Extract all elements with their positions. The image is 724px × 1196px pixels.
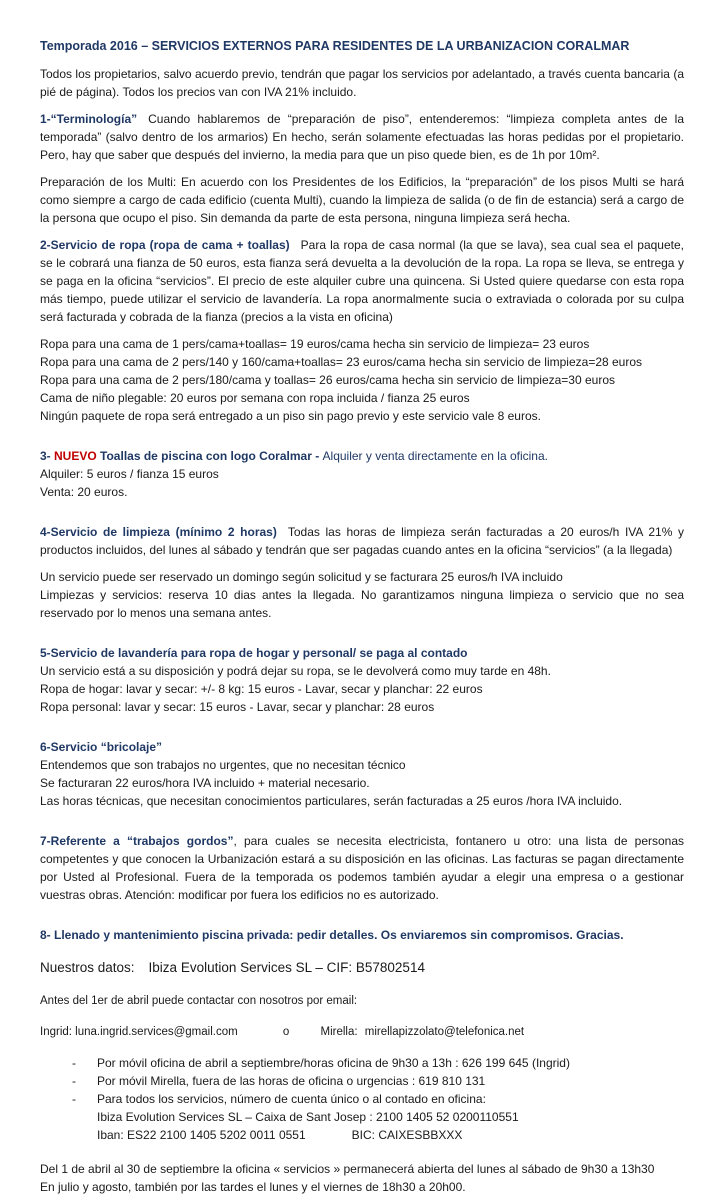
section-7-trabajos-gordos: [40, 832, 684, 904]
section-2-heading: 2-Servicio de ropa (ropa de cama + toallas): [40, 237, 290, 252]
email-mirella-label: Mirella:: [320, 1026, 358, 1039]
email-ingrid-label: Ingrid:: [40, 1026, 72, 1039]
bricolaje-line: Las horas técnicas, que necesitan conocimientos particulares, serán facturadas a 25 euros /hora IVA incluido.: [40, 793, 623, 808]
email-mirella-address: mirellapizzolato@telefonica.net: [364, 1026, 525, 1039]
email-separator: o: [282, 1026, 290, 1039]
bullet-phone-mirella: - Por móvil Mirella, fuera de las horas de oficina o urgencias : 619 810 131: [40, 1072, 684, 1090]
section-6-heading: 6-Servicio “bricolaje”: [40, 739, 163, 754]
intro-paragraph: Todos los propietarios, salvo acuerdo previo, tendrán que pagar los servicios por adelantado, a través cuenta bancaria (a pié de página). Todos los precios van con IVA 21% incluido.: [40, 66, 684, 99]
bricolaje-line: Entendemos que son trabajos no urgentes, que no necesitan técnico: [40, 757, 406, 772]
section-4-notes: [40, 568, 684, 622]
towel-sale-line: Venta: 20 euros.: [40, 484, 128, 499]
email-ingrid-address: luna.ingrid.services@gmail.com: [75, 1026, 238, 1039]
laundry-line: Un servicio está a su disposición y podrá dejar su ropa, se le devolverá como muy tarde en 48h.: [40, 663, 551, 678]
section-1-heading: 1-“Terminología”: [40, 111, 138, 126]
section-7-heading: 7-Referente a “trabajos gordos”: [40, 833, 234, 848]
company-data-line: [40, 958, 684, 978]
document-title: Temporada 2016 – SERVICIOS EXTERNOS PARA RESIDENTES DE LA URBANIZACION CORALMAR: [40, 39, 630, 53]
section-3-number: 3-: [40, 448, 55, 463]
price-line: Ropa para una cama de 2 pers/180/cama y toallas= 26 euros/cama hecha sin servicio de limpieza=30 euros: [40, 372, 615, 387]
section-4-body: Todas las horas de limpieza serán facturadas a 20 euros/h IVA 21% y productos incluidos, del lunes al sábado y tendrán que ser pagadas cuando antes en la oficina “servicios” (a la llegada): [40, 524, 684, 557]
contact-bullet-list: [40, 1054, 684, 1144]
company-data-label: Nuestros datos:: [40, 959, 135, 975]
cleaning-reservation-line: Limpiezas y servicios: reserva 10 dias antes la llegada. No garantizamos ninguna limpieza o servicio que no sea reservado por lo menos una semana antes.: [40, 587, 684, 620]
bullet-dash: -: [72, 1055, 76, 1070]
bricolaje-line: Se facturaran 22 euros/hora IVA incluido + material necesario.: [40, 775, 370, 790]
laundry-line: Ropa personal: lavar y secar: 15 euros - Lavar, secar y planchar: 28 euros: [40, 699, 435, 714]
towel-rental-line: Alquiler: 5 euros / fianza 15 euros: [40, 466, 219, 481]
bank-account-line: Ibiza Evolution Services SL – Caixa de Sant Josep : 2100 1405 52 0200110551: [97, 1109, 519, 1124]
section-2-servicio-ropa: [40, 236, 684, 326]
email-contacts-line: [40, 1024, 684, 1041]
iban-bic-line: [40, 1126, 684, 1144]
section-2-body: Para la ropa de casa normal (la que se lava), sea cual sea el paquete, se le cobrará una fianza de 50 euros, esta fianza será devuelta a la devolución de la ropa. La ropa se lleva, se entrega y se paga en la oficina “servicios”. El precio de este alquiler cubre una quincena. Si Usted quiere quedarse con esta ropa más tiempo, puede utilizar el servicio de lavandería. La ropa anormalmente sucia o extraviada o colorada por su culpa será facturada y cobrada de la fianza (precios a la vista en oficina): [40, 237, 684, 324]
section-1-terminologia: [40, 110, 684, 164]
price-line: Ropa para una cama de 1 pers/cama+toallas= 19 euros/cama hecha sin servicio de limpieza= 23 euros: [40, 336, 590, 351]
section-3-tail: Alquiler y venta directamente en la oficina.: [322, 448, 548, 463]
price-line: Ningún paquete de ropa será entregado a un piso sin pago previo y este servicio vale 8 euros.: [40, 408, 541, 423]
office-hours-line: Del 1 de abril al 30 de septiembre la oficina « servicios » permanecerá abierta del lunes al sábado de 9h30 a 13h30: [40, 1161, 655, 1176]
laundry-line: Ropa de hogar: lavar y secar: +/- 8 kg: 15 euros - Lavar, secar y planchar: 22 euros: [40, 681, 483, 696]
cleaning-sunday-line: Un servicio puede ser reservado un domingo según solicitud y se facturara 25 euros/h IVA incluido: [40, 569, 563, 584]
section-3-nuevo-badge: NUEVO: [54, 448, 97, 463]
section-2-price-list: [40, 335, 684, 425]
section-3-heading: Toallas de piscina con logo Coralmar -: [96, 448, 323, 463]
bullet-bank-account: - Para todos los servicios, número de cuenta único o al contado en oficina:: [40, 1090, 684, 1108]
bullet-phone-office: - Por móvil oficina de abril a septiembre/horas oficina de 9h30 a 13h : 626 199 645 (Ingrid): [40, 1054, 684, 1072]
section-3-toallas-piscina: [40, 447, 684, 465]
office-hours-block: [40, 1160, 684, 1196]
section-1-paragraph-multi: Preparación de los Multi: En acuerdo con los Presidentes de los Edificios, la “preparación” de los pisos Multi se hará como siempre a cargo de cada edificio (cuenta Multi), cuando la limpieza de salida (o de fin de estancia) será a cargo de la persona que ocupo el piso. Sin demanda da parte de esta persona, ninguna limpieza será hecha.: [40, 174, 684, 225]
iban-value: Iban: ES22 2100 1405 5202 0011 0551: [97, 1127, 306, 1142]
price-line: Cama de niño plegable: 20 euros por semana con ropa incluida / fianza 25 euros: [40, 390, 470, 405]
price-line: Ropa para una cama de 2 pers/140 y 160/cama+toallas= 23 euros/cama hecha sin servicio de limpieza=28 euros: [40, 354, 643, 369]
section-8-heading: 8- Llenado y mantenimiento piscina privada: pedir detalles. Os enviaremos sin compromisos. Gracias.: [40, 927, 624, 942]
bullet-dash: -: [72, 1073, 76, 1088]
email-intro-line: Antes del 1er de abril puede contactar con nosotros por email:: [40, 995, 358, 1007]
section-4-heading: 4-Servicio de limpieza (mínimo 2 horas): [40, 524, 277, 539]
office-hours-summer-line: En julio y agosto, también por las tardes el lunes y el viernes de 18h30 a 20h00.: [40, 1179, 466, 1194]
section-4-servicio-limpieza: [40, 523, 684, 559]
company-data-value: Ibiza Evolution Services SL – CIF: B57802514: [148, 959, 425, 975]
section-7-body: , para cuales se necesita electricista, fontanero u otro: una lista de personas competentes y que conocen la Urbanización estará a su disposición en las oficinas. Las facturas se pagan directamente por Usted al Profesional. Fuera de la temporada os podemos también ayudar a elegir una empresa o a gestionar vuestras obras. Atención: modificar por fuera los edificios no es autorizado.: [40, 833, 685, 902]
section-1-body: Cuando hablaremos de “preparación de piso”, entenderemos: “limpieza completa antes de la temporada” (salvo dentro de los armarios) En hecho, serán solamente efectuadas las horas pedidas por el propietario. Pero, hay que saber que después del invierno, la media para que un piso quede bien, es de 1h por 10m².: [40, 111, 684, 162]
bic-value: BIC: CAIXESBBXXX: [351, 1127, 463, 1142]
section-5-heading: 5-Servicio de lavandería para ropa de hogar y personal/ se paga al contado: [40, 645, 468, 660]
bullet-dash: -: [72, 1091, 76, 1106]
